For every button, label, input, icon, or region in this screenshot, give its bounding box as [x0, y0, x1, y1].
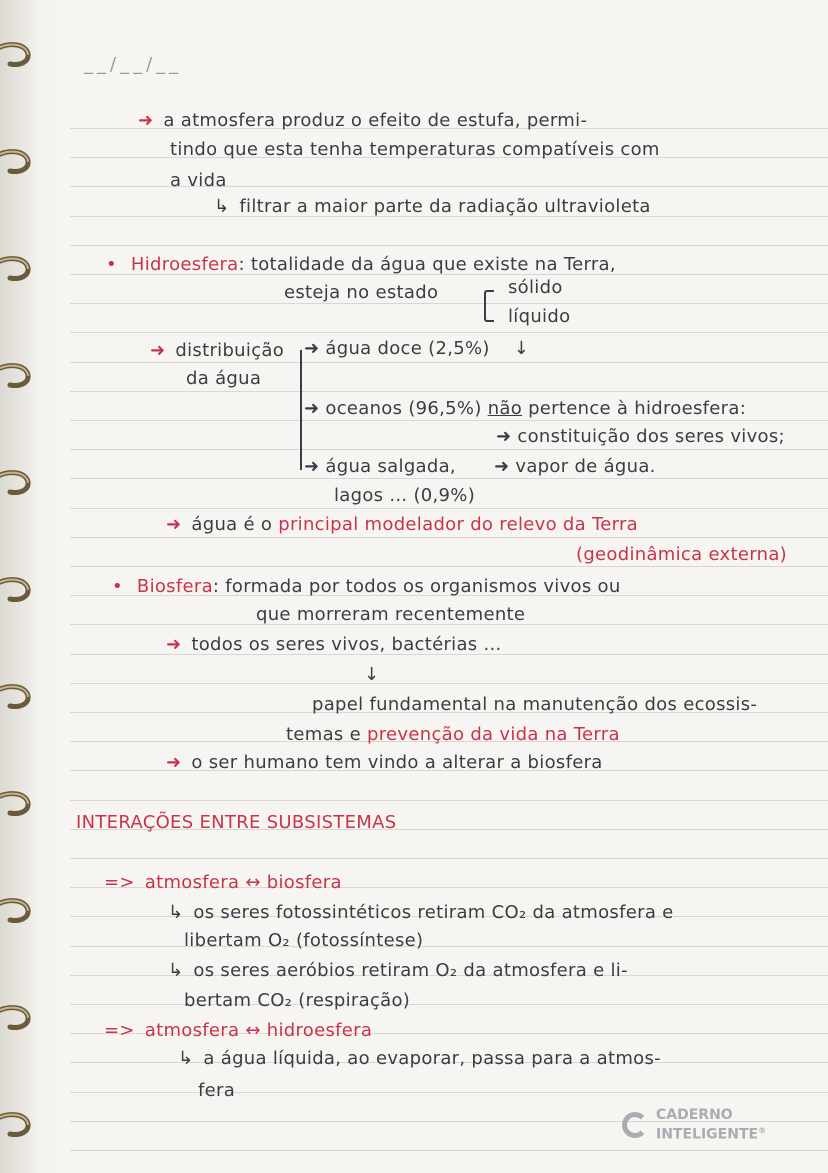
section-title — [76, 812, 396, 833]
note-line-3 — [170, 170, 227, 191]
heading-biosfera: Biosfera — [136, 576, 213, 597]
ruled-line — [70, 800, 828, 801]
highlight-text: INTERAÇÕES ENTRE SUBSISTEMAS — [76, 812, 397, 833]
note-line-fera — [198, 1080, 235, 1101]
ruled-line — [70, 478, 828, 479]
line-text: que morreram recentemente — [256, 604, 526, 625]
line-text: : formada por todos os organismos vivos ou — [212, 576, 621, 597]
bullet-icon: • — [112, 576, 123, 597]
note-line-morreram — [256, 604, 525, 625]
ruled-line — [70, 508, 828, 509]
note-line-todos — [166, 634, 502, 655]
arrow-icon: ➜ — [304, 338, 320, 359]
hook-arrow-icon: ↳ — [168, 960, 184, 981]
logo-line: CADERNO — [656, 1107, 733, 1123]
ruled-line — [70, 1150, 828, 1151]
arrow-icon: ➜ — [150, 340, 166, 361]
line-text: bertam CO₂ (respiração) — [184, 990, 411, 1011]
spiral-ring-icon — [0, 1110, 32, 1140]
double-arrow-icon: => — [104, 1020, 135, 1041]
line-text: tindo que esta tenha temperaturas compatíveis com — [170, 139, 660, 160]
heading-hidroesfera: Hidroesfera — [130, 254, 239, 275]
line-text: ➜ vapor de água. — [494, 456, 656, 477]
spiral-ring-icon — [0, 789, 32, 819]
logo-line — [656, 1123, 766, 1143]
line-text: água é o — [191, 514, 273, 535]
note-line-modelador — [166, 514, 638, 535]
note-line-biosfera — [112, 576, 621, 597]
ruled-line — [70, 303, 828, 304]
line-text: líquido — [508, 306, 571, 327]
line-text: filtrar a maior parte da radiação ultravioleta — [239, 196, 651, 217]
note-line-humano — [166, 752, 603, 773]
ruled-line — [70, 449, 828, 450]
down-arrow-icon: ↓ — [513, 338, 530, 359]
ruled-line — [70, 858, 828, 859]
ruled-line — [70, 391, 828, 392]
item-vapor — [494, 456, 656, 477]
spiral-ring-icon — [0, 468, 32, 498]
ruled-line — [70, 420, 828, 421]
note-line-bertam — [184, 990, 410, 1011]
arrow-icon: ➜ — [304, 456, 320, 477]
state-solido — [508, 277, 563, 298]
underlined-word: não — [487, 398, 523, 419]
note-line-1 — [138, 110, 587, 131]
note-line-da-agua — [186, 368, 261, 389]
note-line-fotossinteticos — [168, 902, 674, 923]
arrow-icon: ➜ — [166, 514, 182, 535]
line-text: a vida — [170, 170, 227, 191]
line-text: ➜ constituição dos seres vivos; — [496, 426, 785, 447]
state-liquido — [508, 306, 570, 327]
highlight-text: atmosfera ↔ biosfera — [144, 872, 342, 893]
note-line-geodinamica — [576, 544, 787, 565]
line-text: os seres fotossintéticos retiram CO₂ da atmosfera e — [193, 902, 674, 923]
ruled-line — [70, 537, 828, 538]
ruled-line — [70, 362, 828, 363]
highlight-text: prevenção da vida na Terra — [367, 724, 620, 745]
ruled-line — [70, 332, 828, 333]
note-line-2 — [170, 139, 660, 160]
line-text: da água — [186, 368, 262, 389]
note-line-prevencao — [286, 724, 620, 745]
arrow-icon: ➜ — [166, 752, 182, 773]
line-text: temas e — [286, 724, 361, 745]
spiral-ring-icon — [0, 575, 32, 605]
note-line-papel — [312, 694, 757, 715]
hook-arrow-icon: ↳ — [168, 902, 184, 923]
hook-arrow-icon: ↳ — [178, 1048, 194, 1069]
date-field: __/__/__ — [84, 54, 183, 75]
line-text: fera — [198, 1080, 236, 1101]
note-line-evaporar — [178, 1048, 661, 1069]
ruled-line — [70, 1092, 828, 1093]
note-line-4 — [214, 196, 651, 217]
note-line-aerobios — [168, 960, 628, 981]
logo-c-icon — [622, 1112, 648, 1138]
registered-mark: ® — [758, 1126, 767, 1135]
ruled-line — [70, 683, 828, 684]
note-line-hidroesfera — [106, 254, 616, 275]
spiral-ring-icon — [0, 1003, 32, 1033]
spiral-ring-icon — [0, 682, 32, 712]
line-text: água doce (2,5%) — [325, 338, 490, 359]
note-line-libertam — [184, 930, 423, 951]
hook-arrow-icon: ↳ — [214, 196, 230, 217]
spiral-ring-icon — [0, 254, 32, 284]
line-text: oceanos (96,5%) — [325, 398, 482, 419]
logo-word: INTELIGENTE — [656, 1126, 759, 1143]
spiral-ring-icon — [0, 361, 32, 391]
line-text: : totalidade da água que existe na Terra, — [238, 254, 616, 275]
line-text: esteja no estado — [284, 282, 439, 303]
spiral-ring-icon — [0, 147, 32, 177]
item-agua-salgada — [304, 456, 456, 477]
brace-icon — [484, 290, 494, 322]
line-text: água salgada, — [325, 456, 456, 477]
item-lagos — [334, 485, 475, 506]
item-oceanos — [304, 398, 746, 419]
item-constituicao — [496, 426, 785, 447]
down-arrow-icon: ↓ — [364, 664, 380, 685]
line-text: lagos ... (0,9%) — [334, 485, 476, 506]
bullet-icon: • — [106, 254, 117, 275]
line-text: pertence à hidroesfera: — [528, 398, 747, 419]
line-text: papel fundamental na manutenção dos ecossis- — [312, 694, 758, 715]
ruled-line — [70, 566, 828, 567]
note-line-estado — [284, 282, 438, 303]
arrow-icon: ➜ — [166, 634, 182, 655]
logo-text — [656, 1108, 766, 1143]
tree-line — [300, 350, 302, 470]
highlight-text: principal modelador do relevo da Terra — [278, 514, 639, 535]
spiral-ring-icon — [0, 896, 32, 926]
ruled-line — [70, 245, 828, 246]
note-line-atm-hidro — [104, 1020, 372, 1041]
line-text: todos os seres vivos, bactérias ... — [191, 634, 502, 655]
line-text: distribuição — [175, 340, 285, 361]
highlight-text: (geodinâmica externa) — [576, 544, 787, 565]
line-text: sólido — [508, 277, 563, 298]
caderno-inteligente-logo — [622, 1108, 766, 1143]
double-arrow-icon: => — [104, 872, 135, 893]
line-text: a atmosfera produz o efeito de estufa, permi- — [163, 110, 588, 131]
line-text: os seres aeróbios retiram O₂ da atmosfera e li- — [193, 960, 628, 981]
note-line-distribuicao — [150, 340, 284, 361]
highlight-text: atmosfera ↔ hidroesfera — [144, 1020, 373, 1041]
item-agua-doce — [304, 338, 529, 359]
line-text: o ser humano tem vindo a alterar a biosfera — [191, 752, 603, 773]
arrow-icon: ➜ — [138, 110, 154, 131]
arrow-icon: ➜ — [304, 398, 320, 419]
line-text: a água líquida, ao evaporar, passa para a atmos- — [203, 1048, 661, 1069]
line-text: libertam O₂ (fotossíntese) — [184, 930, 424, 951]
spiral-ring-icon — [0, 40, 32, 70]
note-line-atm-bio — [104, 872, 342, 893]
